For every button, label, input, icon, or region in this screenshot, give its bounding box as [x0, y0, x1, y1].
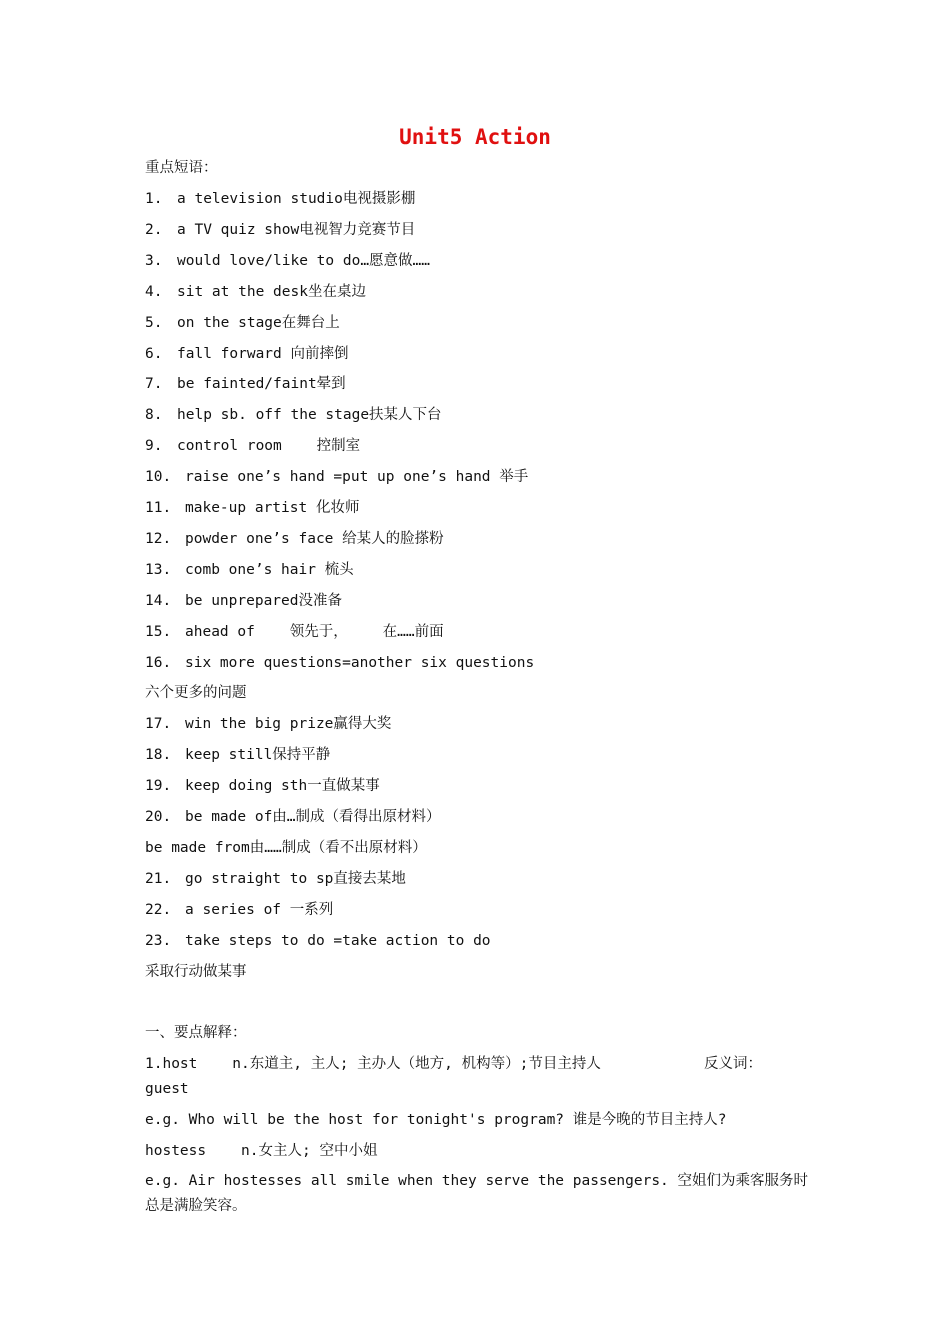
list-item: [145, 684, 247, 702]
list-item-number: 17.: [145, 716, 172, 732]
list-item-text: make-up artist 化妆师: [185, 500, 360, 516]
list-item-text: a TV quiz show电视智力竞赛节目: [177, 222, 416, 238]
list-item-number: 9.: [145, 438, 163, 454]
host-definition: 1.host n.东道主, 主人; 主办人（地方, 机构等）;节目主持人: [145, 1056, 601, 1072]
list-item-number: 16.: [145, 655, 172, 671]
list-item-number: 14.: [145, 593, 172, 609]
list-item: [145, 839, 427, 857]
antonym-label: 反义词：: [704, 1056, 762, 1072]
list-item-text: a series of 一系列: [185, 902, 334, 918]
list-item-number: 6.: [145, 346, 163, 362]
list-item-text: be made from由……制成（看不出原材料）: [145, 840, 427, 856]
list-item-text: control room 控制室: [177, 438, 361, 454]
list-item-number: 4.: [145, 284, 163, 300]
list-item-text: be unprepared没准备: [185, 593, 342, 609]
list-item: [145, 345, 349, 363]
list-item: [145, 746, 330, 764]
list-item: [145, 561, 354, 579]
list-item: [145, 190, 415, 208]
list-item-text: comb one’s hair 梳头: [185, 562, 354, 578]
list-item-text: take steps to do =take action to do: [185, 933, 491, 949]
list-item-text: be made of由…制成（看得出原材料）: [185, 809, 441, 825]
list-item-number: 10.: [145, 469, 172, 485]
list-item-text: fall forward 向前摔倒: [177, 346, 349, 362]
list-item: [145, 221, 415, 239]
list-item-number: 11.: [145, 500, 172, 516]
list-item-text: win the big prize赢得大奖: [185, 716, 392, 732]
list-item-text: would love/like to do…愿意做……: [177, 253, 431, 269]
list-item-number: 2.: [145, 222, 163, 238]
list-item: [145, 654, 534, 672]
list-item: [145, 963, 247, 981]
section-heading: 重点短语：: [145, 160, 218, 176]
list-item: [145, 406, 442, 424]
list-item: [145, 592, 342, 610]
list-item: [145, 283, 366, 301]
list-item: [145, 932, 491, 950]
list-item: [145, 808, 441, 826]
list-item: [145, 530, 444, 548]
list-item-number: 18.: [145, 747, 172, 763]
list-item-number: 7.: [145, 376, 163, 392]
example-sentence: e.g. Who will be the host for tonight's program? 谁是今晚的节目主持人?: [145, 1112, 727, 1128]
list-item-number: 8.: [145, 407, 163, 423]
list-item-text: 采取行动做某事: [145, 964, 247, 980]
list-item-number: 12.: [145, 531, 172, 547]
explanation-heading: 一、要点解释：: [145, 1025, 247, 1041]
list-item: [145, 777, 380, 795]
hostess-definition: hostess n.女主人; 空中小姐: [145, 1143, 378, 1159]
list-item-text: help sb. off the stage扶某人下台: [177, 407, 442, 423]
list-item: [145, 375, 346, 393]
list-item-number: 20.: [145, 809, 172, 825]
list-item-number: 1.: [145, 191, 163, 207]
list-item-text: go straight to sp直接去某地: [185, 871, 406, 887]
list-item-text: raise one’s hand =put up one’s hand 举手: [185, 469, 529, 485]
list-item: [145, 715, 391, 733]
list-item-number: 21.: [145, 871, 172, 887]
list-item-number: 23.: [145, 933, 172, 949]
list-item-number: 15.: [145, 624, 172, 640]
list-item: [145, 870, 406, 888]
list-item-number: 5.: [145, 315, 163, 331]
list-item-text: 六个更多的问题: [145, 685, 247, 701]
list-item-text: keep doing sth一直做某事: [185, 778, 380, 794]
list-item: [145, 901, 333, 919]
list-item-text: be fainted/faint晕到: [177, 376, 346, 392]
list-item-text: on the stage在舞台上: [177, 315, 340, 331]
example-sentence: e.g. Air hostesses all smile when they serve the passengers. 空姐们为乘客服务时总是满脸笑容。: [145, 1173, 809, 1214]
list-item: [145, 252, 430, 270]
list-item-text: sit at the desk坐在桌边: [177, 284, 366, 300]
antonym-word: guest: [145, 1081, 189, 1097]
list-item-number: 3.: [145, 253, 163, 269]
list-item-text: keep still保持平静: [185, 747, 331, 763]
list-item-number: 22.: [145, 902, 172, 918]
list-item: [145, 623, 444, 641]
list-item-text: powder one’s face 给某人的脸搽粉: [185, 531, 444, 547]
list-item-number: 13.: [145, 562, 172, 578]
list-item-text: ahead of 领先于， 在……前面: [185, 624, 444, 640]
list-item-text: six more questions=another six questions: [185, 655, 535, 671]
list-item: [145, 468, 528, 486]
list-item-number: 19.: [145, 778, 172, 794]
list-item-text: a television studio电视摄影棚: [177, 191, 416, 207]
list-item: [145, 314, 340, 332]
list-item: [145, 437, 360, 455]
list-item: [145, 499, 359, 517]
page-title: Unit5 Action: [399, 125, 551, 149]
